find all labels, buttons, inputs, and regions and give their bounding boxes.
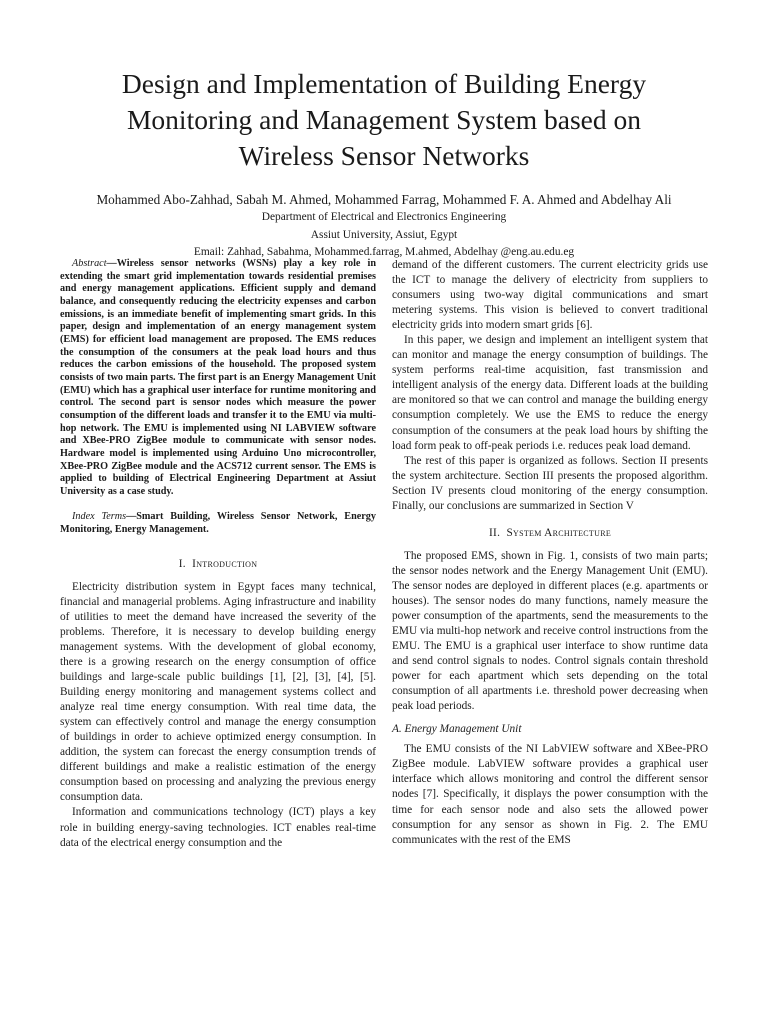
paper-title: [40, 66, 728, 174]
right-paragraph-3: The rest of this paper is organized as follows. Section II presents the system architecture. Section III presents the proposed algorithm. Section IV presents cloud monitoring of the energy consumption. Finally, our conclusions are summarized in Section V: [392, 454, 708, 512]
emu-paragraph: The EMU consists of the NI LabVIEW software and XBee-PRO ZigBee module. LabVIEW software provides a graphical user interface which allows monitoring and control the different sensor nodes [7]. Specifically, it displays the power consumption with the time for each sensor node and also sets the allowed power consumption for any sensor as shown in Fig. 2. The EMU communicates with the rest of the EMS: [392, 743, 708, 846]
author-list: Mohammed Abo-Zahhad, Sabah M. Ahmed, Mohammed Farrag, Mohammed F. A. Ahmed and Abdelhay Ali: [96, 192, 672, 207]
title-line-2: Monitoring and Management System based on: [126, 104, 641, 135]
section-number: II.: [488, 526, 501, 539]
section-title: System Architecture: [506, 526, 612, 539]
title-line-3: Wireless Sensor Networks: [238, 140, 530, 171]
index-terms-text: —Smart Building, Wireless Sensor Network, Energy Monitoring, Energy Management.: [60, 511, 376, 536]
right-paragraph-1: demand of the different customers. The current electricity grids use the ICT to manage the delivery of electricity from suppliers to consumers using two-way digital communications and smart metering systems. This vision is believed to convert traditional electricity grids into modern smart grids [6].: [392, 259, 708, 332]
section-title: Introduction: [192, 557, 258, 570]
architecture-paragraph: The proposed EMS, shown in Fig. 1, consists of two main parts; the sensor nodes network and the Energy Management Unit (EMU). The sensor nodes are deployed in different places (e.g. apartments or houses). The sensor nodes do many functions, namely measure the power consumption of the apartments, send the measurements to the EMU via multi-hop network and receive control instructions from the EMU. The EMU is a graphical user interface to show runtime data and send control signals to nodes. Control signals contain threshold power for each apartment which sets depending on the total consumption of all apartments i.e. threshold power decreasing when peak load periods.: [392, 549, 708, 713]
intro-paragraph-1: Electricity distribution system in Egypt faces many technical, financial and managerial problems. Aging infrastructure and inability of utilities to meet the demand have increased the severity of the problems. Therefore, it is necessary to develop building energy management systems. With the development of global economy, there is a growing research on the energy consumption of office buildings and large-scale public buildings [1], [2], [3], [4], [5]. Building energy monitoring and management systems collect and analyze real time energy consumption. With real time data, the system can effectively control and manage the energy consumption of buildings in order to achieve optimized energy consumption. In addition, the system can forecast the energy consumption trends of different buildings and make a realistic estimation of the energy consumption based on processing and analyzing the previous energy consumption data.: [60, 580, 376, 804]
abstract-text: —Wireless sensor networks (WSNs) play a key role in extending the smart grid implementation towards residential premises and energy management applications. Efficient supply and demand balance, and consequently reducing the electricity expenses and carbon emissions, is an immediate benefit of implementing smart grids. In this paper, design and implementation of an energy management system (EMS) for efficient load management are proposed. The EMS reduces the consumption of the consumers at the peak load hours and thus reduces the carbon emissions of the household. The proposed system consists of two main parts. The first part is an Energy Management Unit (EMU) which has a graphical user interface for runtime monitoring and control. The second part is sensor nodes which measure the power consumption of the different loads and transfer it to the EMU via multi-hop network. The EMU is implemented using NI LABVIEW software and XBee-PRO ZigBee module to communicate with sensor nodes. Hardware model is implemented using Arduino Uno microcontroller, XBee-PRO ZigBee module and the ACS712 current sensor. The EMS is applied to building of Electrical Engineering Department at Assiut University as a case study.: [60, 258, 376, 497]
abstract-paragraph: [60, 258, 376, 498]
subsection-heading-emu: A. Energy Management Unit: [392, 723, 522, 736]
section-heading-introduction: [60, 557, 376, 572]
right-column: [392, 258, 708, 848]
affiliation-department: Department of Electrical and Electronics Engineering: [261, 211, 507, 223]
right-paragraph-2: In this paper, we design and implement an intelligent system that can monitor and manage the energy consumption of buildings. The system performs real-time acquisition, fast transmission and intelligent analysis of the energy data. Different loads at the building are monitored so that we can control and manage the building energy consumption completely. We use the EMS to reduce the energy consumption of the consumers at the peak load hours by shifting the load form peak to off-peak periods i.e. reduces peak load demand.: [392, 334, 708, 452]
index-terms-paragraph: [60, 511, 376, 536]
affiliation-university: Assiut University, Assiut, Egypt: [310, 228, 458, 241]
abstract-label: Abstract: [72, 258, 107, 269]
intro-paragraph-2: Information and communications technology (ICT) plays a key role in building energy-saving technologies. ICT enables real-time data of the electrical energy consumption and the: [60, 806, 376, 849]
title-line-1: Design and Implementation of Building Energy: [121, 68, 647, 99]
left-column: [60, 258, 376, 851]
section-number: I.: [178, 557, 186, 570]
section-heading-architecture: [392, 526, 708, 541]
index-terms-label: Index Terms: [72, 511, 127, 523]
affiliation-block: [40, 209, 728, 262]
affiliation-email: Email: Zahhad, Sabahma, Mohammed.farrag, M.ahmed, Abdelhay @eng.au.edu.eg: [193, 246, 575, 258]
